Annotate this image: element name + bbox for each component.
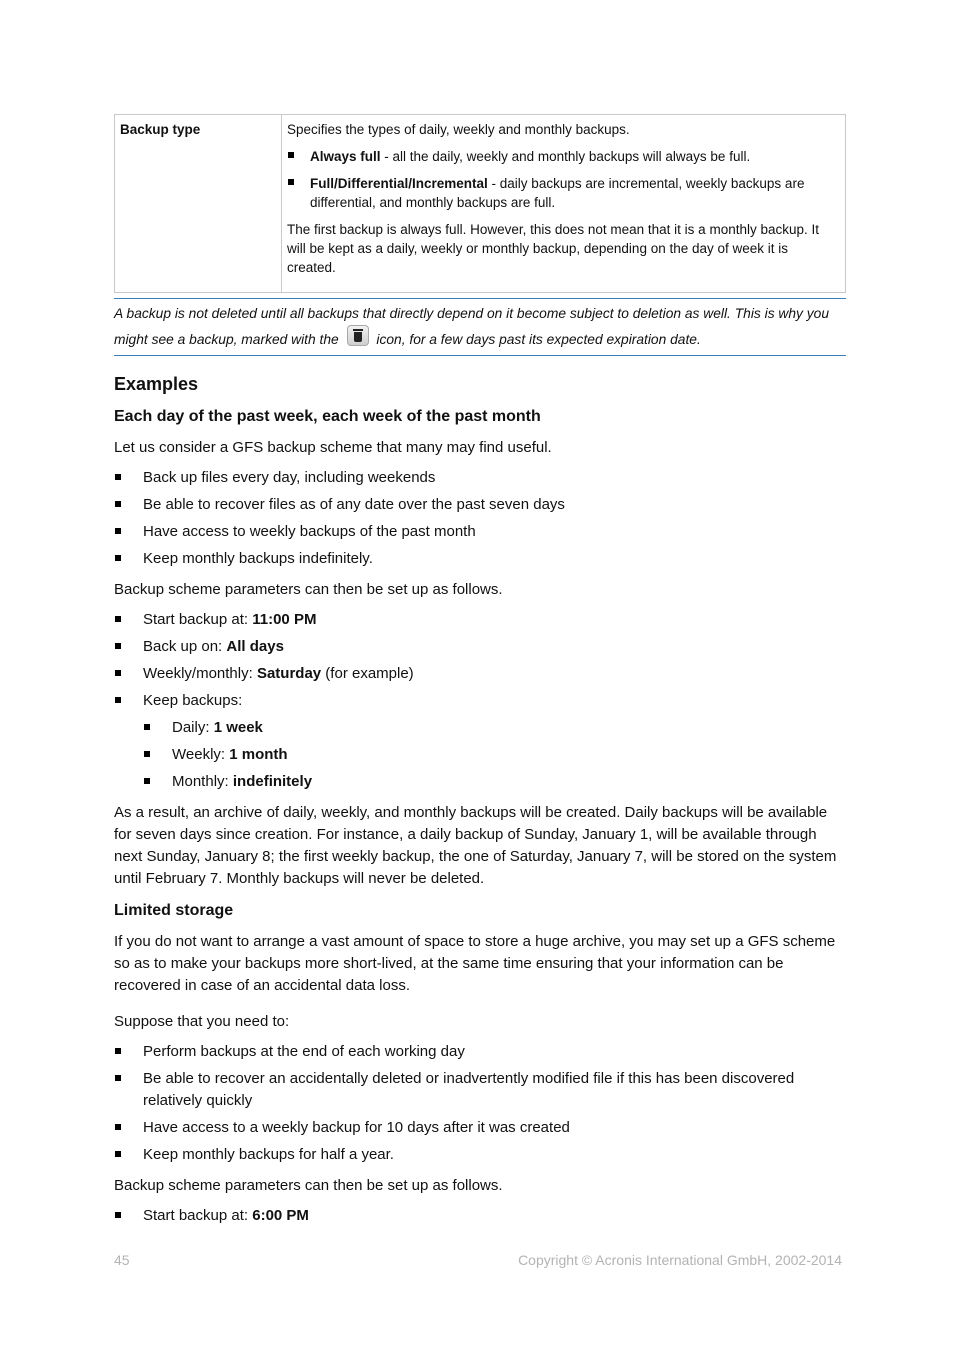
note-text-before: A backup is not deleted until all backups that directly depend on it become subject to deletion as well. This is why you might see a backup, marked with the	[114, 306, 830, 347]
option-name: Full/Differential/Incremental	[310, 176, 488, 191]
list-item: Back up files every day, including weekends	[114, 467, 846, 489]
trash-icon	[347, 325, 369, 346]
keep-value: 1 week	[213, 719, 263, 736]
option-description: - daily backups are incremental, weekly backups are differential, and monthly backups are full.	[310, 176, 805, 210]
list-item	[143, 771, 846, 793]
list-item: Have access to a weekly backup for 10 days after it was created	[114, 1117, 846, 1139]
table-intro: Specifies the types of daily, weekly and monthly backups.	[287, 122, 630, 137]
list-item: Be able to recover files as of any date over the past seven days	[114, 494, 846, 516]
list-item	[287, 147, 840, 166]
params-intro: Backup scheme parameters can then be set up as follows.	[114, 581, 503, 598]
keep-label: Daily:	[172, 719, 214, 736]
keep-value: 1 month	[229, 746, 288, 763]
list-item	[287, 174, 840, 212]
table-value-cell	[282, 115, 846, 293]
result-paragraph: As a result, an archive of daily, weekly, and monthly backups will be created. Daily backups will be available for seven days since creation. For instance, a daily backup of Sunday, January 1, will be available through next Sunday, January 8; the first weekly backup, the one of Saturday, January 7, will be stored on the system until February 7. Monthly backups will never be deleted.	[114, 804, 837, 887]
expiration-note	[114, 298, 846, 356]
keep-label: Monthly:	[172, 773, 233, 790]
param-label: Back up on:	[143, 638, 227, 655]
list-item	[114, 690, 846, 793]
keep-value: indefinitely	[232, 773, 313, 790]
param-value: 6:00 PM	[252, 1207, 309, 1224]
param-label: Start backup at:	[143, 611, 253, 628]
section-intro: Let us consider a GFS backup scheme that many may find useful.	[114, 439, 552, 456]
suppose-paragraph: Suppose that you need to:	[114, 1013, 290, 1030]
params-list	[114, 1205, 846, 1227]
section-heading: Limited storage	[114, 902, 234, 919]
table-note: The first backup is always full. However, this does not mean that it is a monthly backup. It will be kept as a daily, weekly or monthly backup, depending on the day of week it is created.	[287, 222, 819, 275]
param-value: 11:00 PM	[252, 611, 317, 628]
list-item: Perform backups at the end of each working day	[114, 1041, 846, 1063]
goals-list	[114, 467, 846, 570]
param-label: Keep backups:	[143, 692, 243, 709]
backup-type-table	[114, 114, 846, 293]
list-item: Keep monthly backups indefinitely.	[114, 548, 846, 570]
goals-list	[114, 1041, 846, 1166]
params-list	[114, 609, 846, 793]
examples-heading: Examples	[114, 374, 199, 394]
option-description: - all the daily, weekly and monthly backups will always be full.	[380, 149, 751, 164]
note-text-after: icon, for a few days past its expected expiration date.	[376, 332, 701, 347]
param-value: Saturday	[256, 665, 322, 682]
param-label: Start backup at:	[143, 1207, 253, 1224]
params-intro: Backup scheme parameters can then be set up as follows.	[114, 1177, 503, 1194]
list-item: Have access to weekly backups of the past month	[114, 521, 846, 543]
page-number: 45	[114, 1252, 130, 1268]
list-item	[114, 663, 846, 685]
list-item	[114, 609, 846, 631]
backup-type-list	[287, 147, 840, 212]
table-key-cell: Backup type	[115, 115, 282, 293]
page-content	[114, 114, 846, 1232]
list-item	[143, 744, 846, 766]
list-item: Be able to recover an accidentally deleted or inadvertently modified file if this has been discovered relatively quickly	[114, 1068, 846, 1112]
keep-label: Weekly:	[172, 746, 230, 763]
table-row	[115, 115, 846, 293]
copyright-text: Copyright © Acronis International GmbH, 2002-2014	[518, 1252, 842, 1268]
list-item	[143, 717, 846, 739]
option-name: Always full	[310, 149, 381, 164]
list-item	[114, 636, 846, 658]
section-intro: If you do not want to arrange a vast amount of space to store a huge archive, you may set up a GFS scheme so as to make your backups more short-lived, at the same time ensuring that your information can be recovered in case of an accidental data loss.	[114, 933, 836, 994]
param-label: Weekly/monthly:	[143, 665, 257, 682]
list-item: Keep monthly backups for half a year.	[114, 1144, 846, 1166]
section-heading: Each day of the past week, each week of the past month	[114, 408, 541, 425]
param-value: All days	[226, 638, 284, 655]
list-item	[114, 1205, 846, 1227]
keep-list	[143, 717, 846, 793]
param-suffix: (for example)	[321, 665, 414, 682]
